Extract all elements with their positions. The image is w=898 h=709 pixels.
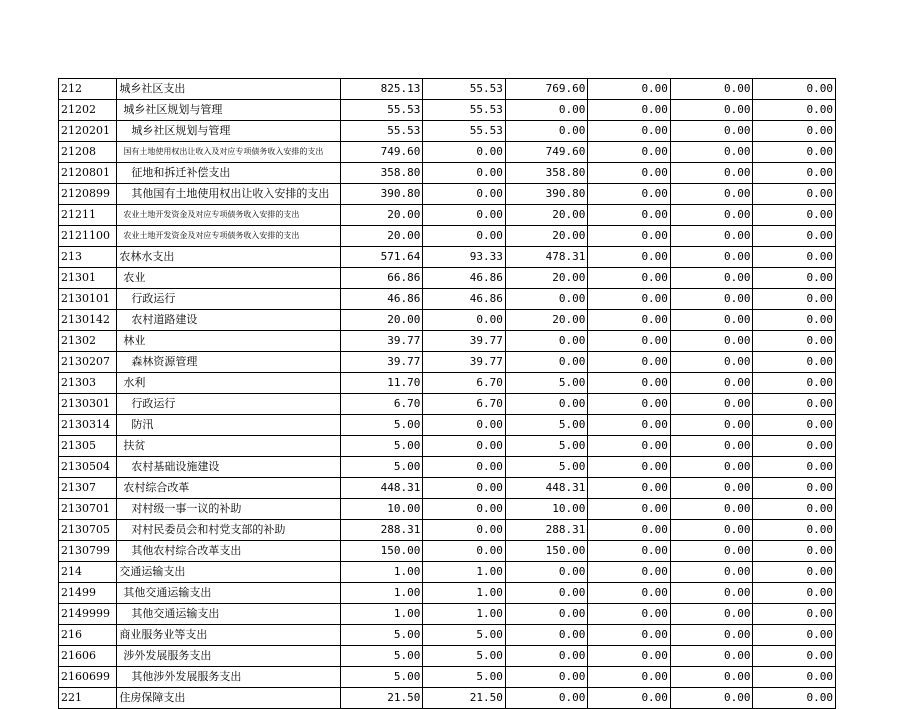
amount-cell: 0.00 bbox=[588, 646, 671, 667]
amount-cell: 0.00 bbox=[423, 163, 506, 184]
subject-name-cell: 商业服务业等支出 bbox=[117, 625, 340, 646]
amount-cell: 0.00 bbox=[505, 625, 588, 646]
table-row bbox=[59, 310, 836, 331]
amount-cell: 5.00 bbox=[340, 646, 423, 667]
amount-cell: 0.00 bbox=[670, 331, 753, 352]
amount-cell: 448.31 bbox=[505, 478, 588, 499]
amount-cell: 5.00 bbox=[505, 373, 588, 394]
amount-cell: 825.13 bbox=[340, 79, 423, 100]
amount-cell: 0.00 bbox=[670, 373, 753, 394]
amount-cell: 0.00 bbox=[588, 394, 671, 415]
subject-name-cell: 扶贫 bbox=[117, 436, 340, 457]
amount-cell: 358.80 bbox=[505, 163, 588, 184]
subject-code-cell: 2120201 bbox=[59, 121, 117, 142]
subject-name-cell: 行政运行 bbox=[117, 394, 340, 415]
amount-cell: 0.00 bbox=[423, 226, 506, 247]
subject-code-cell: 21211 bbox=[59, 205, 117, 226]
subject-name-cell: 交通运输支出 bbox=[117, 562, 340, 583]
subject-name-cell: 农村基础设施建设 bbox=[117, 457, 340, 478]
amount-cell: 0.00 bbox=[753, 625, 836, 646]
amount-cell: 10.00 bbox=[340, 499, 423, 520]
amount-cell: 0.00 bbox=[423, 415, 506, 436]
amount-cell: 0.00 bbox=[670, 604, 753, 625]
subject-name-cell: 农业土地开发资金及对应专项债务收入安排的支出 bbox=[117, 226, 340, 247]
amount-cell: 0.00 bbox=[423, 142, 506, 163]
table-row bbox=[59, 499, 836, 520]
amount-cell: 0.00 bbox=[753, 562, 836, 583]
amount-cell: 5.00 bbox=[423, 625, 506, 646]
subject-code-cell: 2121100 bbox=[59, 226, 117, 247]
amount-cell: 0.00 bbox=[505, 100, 588, 121]
amount-cell: 0.00 bbox=[753, 121, 836, 142]
amount-cell: 0.00 bbox=[588, 310, 671, 331]
amount-cell: 0.00 bbox=[588, 562, 671, 583]
amount-cell: 0.00 bbox=[588, 268, 671, 289]
amount-cell: 0.00 bbox=[670, 499, 753, 520]
subject-name-cell: 国有土地使用权出让收入及对应专项债务收入安排的支出 bbox=[117, 142, 340, 163]
amount-cell: 0.00 bbox=[753, 163, 836, 184]
amount-cell: 10.00 bbox=[505, 499, 588, 520]
amount-cell: 0.00 bbox=[753, 583, 836, 604]
table-row bbox=[59, 226, 836, 247]
amount-cell: 0.00 bbox=[588, 373, 671, 394]
amount-cell: 0.00 bbox=[588, 100, 671, 121]
subject-code-cell: 216 bbox=[59, 625, 117, 646]
amount-cell: 21.50 bbox=[423, 688, 506, 709]
subject-code-cell: 2130799 bbox=[59, 541, 117, 562]
subject-name-cell: 征地和拆迁补偿支出 bbox=[117, 163, 340, 184]
amount-cell: 20.00 bbox=[505, 268, 588, 289]
amount-cell: 5.00 bbox=[423, 667, 506, 688]
amount-cell: 93.33 bbox=[423, 247, 506, 268]
amount-cell: 358.80 bbox=[340, 163, 423, 184]
amount-cell: 571.64 bbox=[340, 247, 423, 268]
subject-name-cell: 对村级一事一议的补助 bbox=[117, 499, 340, 520]
table-row bbox=[59, 604, 836, 625]
subject-name-cell: 城乡社区规划与管理 bbox=[117, 100, 340, 121]
table-row bbox=[59, 667, 836, 688]
amount-cell: 0.00 bbox=[670, 79, 753, 100]
amount-cell: 0.00 bbox=[670, 415, 753, 436]
subject-code-cell: 2120899 bbox=[59, 184, 117, 205]
amount-cell: 0.00 bbox=[670, 625, 753, 646]
amount-cell: 0.00 bbox=[505, 394, 588, 415]
amount-cell: 0.00 bbox=[588, 184, 671, 205]
amount-cell: 0.00 bbox=[505, 646, 588, 667]
table-row bbox=[59, 625, 836, 646]
table-row bbox=[59, 520, 836, 541]
amount-cell: 0.00 bbox=[588, 436, 671, 457]
amount-cell: 0.00 bbox=[753, 499, 836, 520]
table-row bbox=[59, 562, 836, 583]
subject-name-cell: 防汛 bbox=[117, 415, 340, 436]
amount-cell: 20.00 bbox=[505, 205, 588, 226]
amount-cell: 0.00 bbox=[670, 457, 753, 478]
subject-name-cell: 城乡社区规划与管理 bbox=[117, 121, 340, 142]
amount-cell: 0.00 bbox=[670, 226, 753, 247]
subject-code-cell: 21301 bbox=[59, 268, 117, 289]
amount-cell: 0.00 bbox=[505, 352, 588, 373]
amount-cell: 448.31 bbox=[340, 478, 423, 499]
amount-cell: 0.00 bbox=[670, 478, 753, 499]
subject-name-cell: 住房保障支出 bbox=[117, 688, 340, 709]
amount-cell: 5.00 bbox=[340, 436, 423, 457]
amount-cell: 0.00 bbox=[423, 499, 506, 520]
table-row bbox=[59, 100, 836, 121]
subject-code-cell: 21303 bbox=[59, 373, 117, 394]
amount-cell: 0.00 bbox=[670, 142, 753, 163]
amount-cell: 0.00 bbox=[753, 436, 836, 457]
amount-cell: 20.00 bbox=[340, 226, 423, 247]
amount-cell: 150.00 bbox=[505, 541, 588, 562]
amount-cell: 0.00 bbox=[505, 121, 588, 142]
amount-cell: 5.00 bbox=[505, 457, 588, 478]
subject-code-cell: 2149999 bbox=[59, 604, 117, 625]
table-row bbox=[59, 205, 836, 226]
amount-cell: 0.00 bbox=[588, 457, 671, 478]
amount-cell: 5.00 bbox=[505, 436, 588, 457]
amount-cell: 0.00 bbox=[423, 478, 506, 499]
subject-code-cell: 2120801 bbox=[59, 163, 117, 184]
amount-cell: 0.00 bbox=[588, 205, 671, 226]
amount-cell: 0.00 bbox=[753, 478, 836, 499]
amount-cell: 0.00 bbox=[588, 478, 671, 499]
amount-cell: 0.00 bbox=[753, 226, 836, 247]
amount-cell: 5.00 bbox=[340, 667, 423, 688]
amount-cell: 39.77 bbox=[423, 331, 506, 352]
amount-cell: 0.00 bbox=[588, 79, 671, 100]
amount-cell: 0.00 bbox=[753, 331, 836, 352]
amount-cell: 0.00 bbox=[423, 436, 506, 457]
table-row bbox=[59, 688, 836, 709]
table-row bbox=[59, 352, 836, 373]
amount-cell: 0.00 bbox=[753, 688, 836, 709]
amount-cell: 0.00 bbox=[588, 625, 671, 646]
amount-cell: 0.00 bbox=[588, 247, 671, 268]
amount-cell: 5.00 bbox=[340, 415, 423, 436]
subject-code-cell: 2130301 bbox=[59, 394, 117, 415]
amount-cell: 0.00 bbox=[588, 163, 671, 184]
amount-cell: 390.80 bbox=[340, 184, 423, 205]
amount-cell: 0.00 bbox=[670, 310, 753, 331]
amount-cell: 0.00 bbox=[588, 352, 671, 373]
amount-cell: 0.00 bbox=[670, 184, 753, 205]
amount-cell: 0.00 bbox=[588, 142, 671, 163]
subject-code-cell: 214 bbox=[59, 562, 117, 583]
subject-code-cell: 2130142 bbox=[59, 310, 117, 331]
table-row bbox=[59, 268, 836, 289]
subject-name-cell: 森林资源管理 bbox=[117, 352, 340, 373]
table-row bbox=[59, 457, 836, 478]
subject-name-cell: 其他涉外发展服务支出 bbox=[117, 667, 340, 688]
subject-name-cell: 行政运行 bbox=[117, 289, 340, 310]
amount-cell: 0.00 bbox=[670, 688, 753, 709]
subject-code-cell: 2130504 bbox=[59, 457, 117, 478]
subject-code-cell: 21499 bbox=[59, 583, 117, 604]
table-row bbox=[59, 163, 836, 184]
amount-cell: 0.00 bbox=[670, 289, 753, 310]
amount-cell: 749.60 bbox=[505, 142, 588, 163]
amount-cell: 0.00 bbox=[753, 205, 836, 226]
amount-cell: 0.00 bbox=[753, 667, 836, 688]
amount-cell: 66.86 bbox=[340, 268, 423, 289]
amount-cell: 0.00 bbox=[588, 121, 671, 142]
amount-cell: 0.00 bbox=[423, 205, 506, 226]
amount-cell: 0.00 bbox=[753, 310, 836, 331]
table-row bbox=[59, 394, 836, 415]
amount-cell: 0.00 bbox=[505, 289, 588, 310]
subject-code-cell: 213 bbox=[59, 247, 117, 268]
subject-name-cell: 其他交通运输支出 bbox=[117, 604, 340, 625]
amount-cell: 0.00 bbox=[588, 331, 671, 352]
amount-cell: 0.00 bbox=[670, 394, 753, 415]
amount-cell: 0.00 bbox=[670, 583, 753, 604]
subject-code-cell: 2130705 bbox=[59, 520, 117, 541]
amount-cell: 0.00 bbox=[753, 520, 836, 541]
subject-name-cell: 林业 bbox=[117, 331, 340, 352]
amount-cell: 0.00 bbox=[753, 604, 836, 625]
amount-cell: 0.00 bbox=[670, 163, 753, 184]
amount-cell: 390.80 bbox=[505, 184, 588, 205]
subject-code-cell: 21305 bbox=[59, 436, 117, 457]
subject-code-cell: 21606 bbox=[59, 646, 117, 667]
amount-cell: 0.00 bbox=[670, 436, 753, 457]
amount-cell: 0.00 bbox=[588, 541, 671, 562]
subject-name-cell: 其他农村综合改革支出 bbox=[117, 541, 340, 562]
amount-cell: 6.70 bbox=[423, 373, 506, 394]
amount-cell: 20.00 bbox=[505, 310, 588, 331]
table-row bbox=[59, 121, 836, 142]
amount-cell: 55.53 bbox=[423, 121, 506, 142]
amount-cell: 0.00 bbox=[505, 562, 588, 583]
subject-name-cell: 水利 bbox=[117, 373, 340, 394]
amount-cell: 0.00 bbox=[670, 247, 753, 268]
amount-cell: 20.00 bbox=[340, 205, 423, 226]
subject-name-cell: 其他交通运输支出 bbox=[117, 583, 340, 604]
table-row bbox=[59, 541, 836, 562]
amount-cell: 55.53 bbox=[423, 79, 506, 100]
amount-cell: 749.60 bbox=[340, 142, 423, 163]
amount-cell: 0.00 bbox=[588, 499, 671, 520]
amount-cell: 0.00 bbox=[505, 688, 588, 709]
table-row bbox=[59, 289, 836, 310]
subject-name-cell: 农业土地开发资金及对应专项债务收入安排的支出 bbox=[117, 205, 340, 226]
amount-cell: 21.50 bbox=[340, 688, 423, 709]
subject-name-cell: 农村综合改革 bbox=[117, 478, 340, 499]
subject-code-cell: 2130101 bbox=[59, 289, 117, 310]
amount-cell: 0.00 bbox=[588, 226, 671, 247]
amount-cell: 0.00 bbox=[670, 268, 753, 289]
amount-cell: 0.00 bbox=[753, 79, 836, 100]
amount-cell: 0.00 bbox=[588, 604, 671, 625]
amount-cell: 1.00 bbox=[340, 604, 423, 625]
subject-name-cell: 涉外发展服务支出 bbox=[117, 646, 340, 667]
table-row bbox=[59, 373, 836, 394]
amount-cell: 0.00 bbox=[588, 688, 671, 709]
amount-cell: 55.53 bbox=[340, 100, 423, 121]
amount-cell: 0.00 bbox=[505, 331, 588, 352]
subject-code-cell: 2130701 bbox=[59, 499, 117, 520]
amount-cell: 0.00 bbox=[753, 247, 836, 268]
subject-code-cell: 212 bbox=[59, 79, 117, 100]
amount-cell: 478.31 bbox=[505, 247, 588, 268]
subject-code-cell: 21208 bbox=[59, 142, 117, 163]
table-row bbox=[59, 415, 836, 436]
amount-cell: 0.00 bbox=[423, 541, 506, 562]
amount-cell: 39.77 bbox=[340, 352, 423, 373]
table-row bbox=[59, 247, 836, 268]
budget-table bbox=[58, 78, 836, 709]
amount-cell: 769.60 bbox=[505, 79, 588, 100]
subject-name-cell: 农业 bbox=[117, 268, 340, 289]
subject-name-cell: 其他国有土地使用权出让收入安排的支出 bbox=[117, 184, 340, 205]
amount-cell: 1.00 bbox=[423, 583, 506, 604]
table-row bbox=[59, 478, 836, 499]
amount-cell: 0.00 bbox=[753, 457, 836, 478]
amount-cell: 46.86 bbox=[423, 289, 506, 310]
amount-cell: 0.00 bbox=[753, 142, 836, 163]
amount-cell: 39.77 bbox=[340, 331, 423, 352]
subject-code-cell: 21202 bbox=[59, 100, 117, 121]
amount-cell: 0.00 bbox=[670, 205, 753, 226]
amount-cell: 0.00 bbox=[423, 520, 506, 541]
amount-cell: 0.00 bbox=[670, 646, 753, 667]
amount-cell: 0.00 bbox=[753, 415, 836, 436]
subject-code-cell: 21307 bbox=[59, 478, 117, 499]
subject-code-cell: 21302 bbox=[59, 331, 117, 352]
amount-cell: 0.00 bbox=[670, 562, 753, 583]
subject-code-cell: 2160699 bbox=[59, 667, 117, 688]
amount-cell: 1.00 bbox=[423, 604, 506, 625]
subject-code-cell: 221 bbox=[59, 688, 117, 709]
amount-cell: 0.00 bbox=[670, 520, 753, 541]
amount-cell: 0.00 bbox=[670, 541, 753, 562]
amount-cell: 288.31 bbox=[340, 520, 423, 541]
amount-cell: 0.00 bbox=[423, 310, 506, 331]
amount-cell: 6.70 bbox=[423, 394, 506, 415]
amount-cell: 1.00 bbox=[340, 562, 423, 583]
subject-name-cell: 农林水支出 bbox=[117, 247, 340, 268]
subject-name-cell: 农村道路建设 bbox=[117, 310, 340, 331]
subject-code-cell: 2130207 bbox=[59, 352, 117, 373]
amount-cell: 0.00 bbox=[505, 604, 588, 625]
amount-cell: 0.00 bbox=[670, 667, 753, 688]
subject-code-cell: 2130314 bbox=[59, 415, 117, 436]
amount-cell: 1.00 bbox=[340, 583, 423, 604]
amount-cell: 0.00 bbox=[753, 289, 836, 310]
amount-cell: 5.00 bbox=[505, 415, 588, 436]
amount-cell: 6.70 bbox=[340, 394, 423, 415]
amount-cell: 0.00 bbox=[753, 394, 836, 415]
amount-cell: 0.00 bbox=[753, 373, 836, 394]
amount-cell: 20.00 bbox=[505, 226, 588, 247]
amount-cell: 0.00 bbox=[588, 583, 671, 604]
table-body bbox=[59, 79, 836, 709]
table-row bbox=[59, 142, 836, 163]
amount-cell: 46.86 bbox=[340, 289, 423, 310]
amount-cell: 0.00 bbox=[753, 268, 836, 289]
amount-cell: 1.00 bbox=[423, 562, 506, 583]
amount-cell: 0.00 bbox=[753, 184, 836, 205]
amount-cell: 0.00 bbox=[670, 121, 753, 142]
table-row bbox=[59, 184, 836, 205]
amount-cell: 0.00 bbox=[588, 667, 671, 688]
table-row bbox=[59, 646, 836, 667]
table-row bbox=[59, 331, 836, 352]
amount-cell: 0.00 bbox=[588, 415, 671, 436]
amount-cell: 0.00 bbox=[753, 646, 836, 667]
table-row bbox=[59, 583, 836, 604]
amount-cell: 5.00 bbox=[340, 625, 423, 646]
amount-cell: 0.00 bbox=[423, 457, 506, 478]
amount-cell: 0.00 bbox=[670, 352, 753, 373]
amount-cell: 0.00 bbox=[753, 541, 836, 562]
amount-cell: 0.00 bbox=[753, 352, 836, 373]
amount-cell: 0.00 bbox=[588, 289, 671, 310]
amount-cell: 39.77 bbox=[423, 352, 506, 373]
amount-cell: 0.00 bbox=[753, 100, 836, 121]
amount-cell: 0.00 bbox=[505, 583, 588, 604]
subject-name-cell: 对村民委员会和村党支部的补助 bbox=[117, 520, 340, 541]
table-row bbox=[59, 436, 836, 457]
amount-cell: 20.00 bbox=[340, 310, 423, 331]
amount-cell: 55.53 bbox=[340, 121, 423, 142]
amount-cell: 0.00 bbox=[423, 184, 506, 205]
amount-cell: 0.00 bbox=[670, 100, 753, 121]
amount-cell: 5.00 bbox=[423, 646, 506, 667]
amount-cell: 0.00 bbox=[588, 520, 671, 541]
amount-cell: 11.70 bbox=[340, 373, 423, 394]
amount-cell: 150.00 bbox=[340, 541, 423, 562]
amount-cell: 46.86 bbox=[423, 268, 506, 289]
amount-cell: 288.31 bbox=[505, 520, 588, 541]
table-row bbox=[59, 79, 836, 100]
subject-name-cell: 城乡社区支出 bbox=[117, 79, 340, 100]
amount-cell: 0.00 bbox=[505, 667, 588, 688]
amount-cell: 5.00 bbox=[340, 457, 423, 478]
amount-cell: 55.53 bbox=[423, 100, 506, 121]
